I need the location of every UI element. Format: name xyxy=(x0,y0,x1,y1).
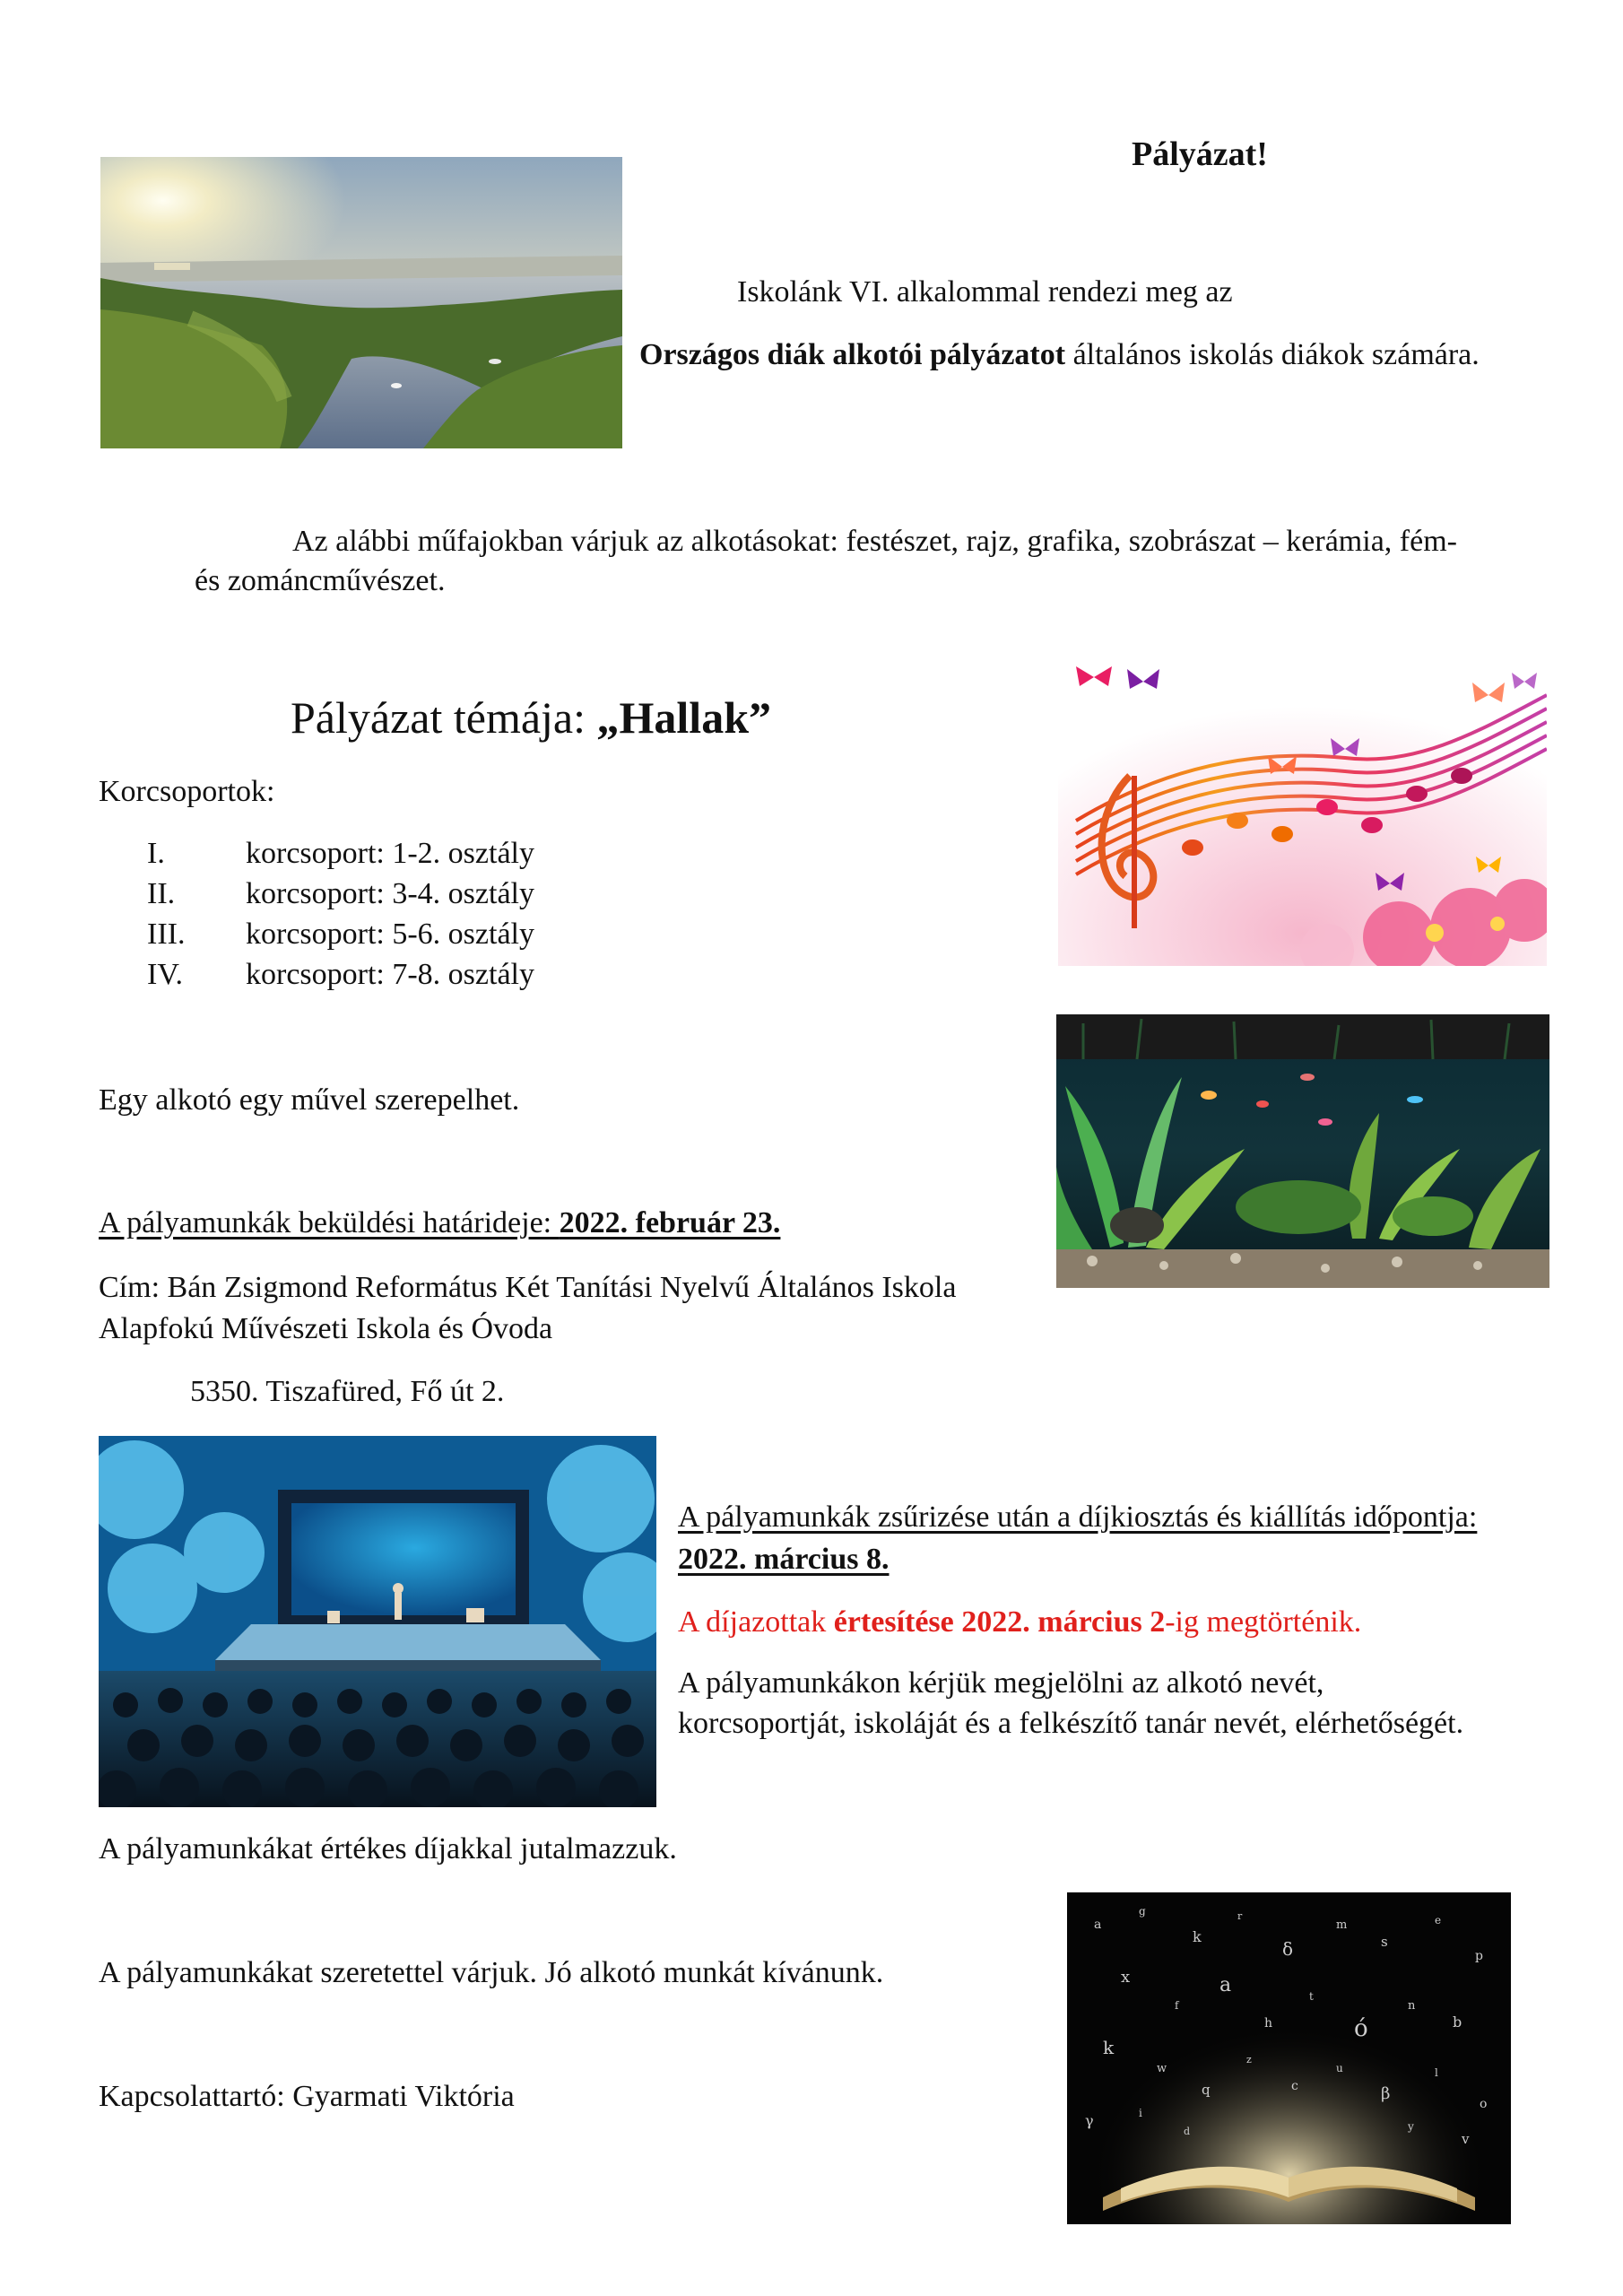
svg-text:q: q xyxy=(1202,2082,1211,2098)
deadline-label: A pályamunkák beküldési határideje: xyxy=(99,1206,560,1239)
svg-text:x: x xyxy=(1121,1968,1131,1987)
competition-name: Országos diák alkotói pályázatot xyxy=(639,338,1066,371)
intro-line-2 xyxy=(639,335,1480,375)
music-butterflies-image xyxy=(1058,641,1547,966)
svg-text:m: m xyxy=(1336,1918,1348,1932)
svg-text:z: z xyxy=(1246,2054,1252,2066)
svg-text:ó: ó xyxy=(1354,2015,1368,2042)
svg-text:o: o xyxy=(1480,2097,1488,2111)
welcome-note: A pályamunkákat szeretettel várjuk. Jó alkotó munkát kívánunk. xyxy=(99,1956,884,1989)
genres-line-1: Az alábbi műfajokban várjuk az alkotásokat: festészet, rajz, grafika, szobrászat – kerámia, fém- xyxy=(292,525,1457,558)
deadline-date: 2022. február 23. xyxy=(559,1206,781,1239)
list-numeral: II. xyxy=(147,877,176,910)
svg-text:p: p xyxy=(1475,1949,1483,1963)
intro-line-1: Iskolánk VI. alkalommal rendezi meg az xyxy=(737,275,1233,309)
svg-text:k: k xyxy=(1103,2037,1115,2058)
age-groups-list xyxy=(147,834,685,996)
svg-text:c: c xyxy=(1291,2079,1298,2093)
svg-text:i: i xyxy=(1139,2107,1142,2119)
notification-part-2: -ig megtörténik. xyxy=(1165,1605,1362,1639)
svg-text:a: a xyxy=(1094,1918,1102,1932)
award-date: 2022. március 8. xyxy=(678,1543,890,1576)
svg-text:v: v xyxy=(1462,2131,1470,2147)
notification-part-1: A díjazottak xyxy=(678,1605,834,1639)
svg-text:y: y xyxy=(1408,2120,1414,2133)
aquarium-photo xyxy=(1056,1014,1549,1288)
svg-text:d: d xyxy=(1184,2126,1191,2137)
svg-text:r: r xyxy=(1237,1910,1243,1922)
svg-text:u: u xyxy=(1336,2062,1343,2074)
address-line-3: 5350. Tiszafüred, Fő út 2. xyxy=(190,1375,505,1408)
notification-date: értesítése 2022. március 2 xyxy=(833,1605,1166,1639)
svg-text:n: n xyxy=(1408,1999,1416,2013)
marking-line-2: korcsoportját, iskoláját és a felkészítő tanár nevét, elérhetőségét. xyxy=(678,1707,1464,1740)
award-label: A pályamunkák zsűrizése után a díjkiosztás és kiállítás időpontja: xyxy=(678,1500,1478,1534)
svg-text:k: k xyxy=(1193,1928,1202,1945)
theme-prefix: Pályázat témája: xyxy=(291,692,597,743)
list-text: korcsoport: 1-2. osztály xyxy=(246,837,534,870)
deadline-line xyxy=(99,1204,780,1243)
svg-text:δ: δ xyxy=(1282,1938,1294,1960)
one-work-note: Egy alkotó egy művel szerepelhet. xyxy=(99,1083,520,1117)
list-numeral: I. xyxy=(147,837,165,870)
lake-sunset-photo xyxy=(100,157,622,448)
marking-line-1: A pályamunkákon kérjük megjelölni az alkotó nevét, xyxy=(678,1666,1324,1700)
theater-photo xyxy=(99,1436,656,1807)
svg-text:s: s xyxy=(1381,1934,1388,1950)
svg-text:w: w xyxy=(1157,2062,1167,2075)
theme-title: „Hallak” xyxy=(596,692,771,743)
address-line-2: Alapfokú Művészeti Iskola és Óvoda xyxy=(99,1312,553,1345)
svg-text:β: β xyxy=(1381,2084,1391,2103)
theme-heading xyxy=(291,691,771,744)
list-text: korcsoport: 7-8. osztály xyxy=(246,958,534,991)
prizes-note: A pályamunkákat értékes díjakkal jutalmazzuk. xyxy=(99,1832,677,1866)
svg-text:b: b xyxy=(1453,2013,1462,2031)
page-title: Pályázat! xyxy=(1132,135,1268,173)
contact-person: Kapcsolattartó: Gyarmati Viktória xyxy=(99,2080,515,2113)
address-line-1: Cím: Bán Zsigmond Református Két Tanítási Nyelvű Általános Iskola xyxy=(99,1271,957,1304)
book-letters-image xyxy=(1067,1892,1511,2224)
svg-text:l: l xyxy=(1435,2066,1438,2079)
svg-text:t: t xyxy=(1309,1990,1314,2003)
list-numeral: IV. xyxy=(147,958,183,991)
list-text: korcsoport: 5-6. osztály xyxy=(246,918,534,951)
genres-line-2: és zománcművészet. xyxy=(195,564,446,597)
svg-text:e: e xyxy=(1435,1914,1442,1926)
svg-text:a: a xyxy=(1219,1974,1232,1996)
intro-line-2-rest: általános iskolás diákok számára. xyxy=(1065,338,1480,371)
list-text: korcsoport: 3-4. osztály xyxy=(246,877,534,910)
svg-text:h: h xyxy=(1264,2016,1273,2031)
svg-text:g: g xyxy=(1139,1905,1146,1918)
svg-text:f: f xyxy=(1175,1999,1179,2012)
notification-line xyxy=(678,1603,1361,1642)
svg-text:γ: γ xyxy=(1085,2112,1094,2129)
list-numeral: III. xyxy=(147,918,186,951)
age-groups-label: Korcsoportok: xyxy=(99,775,275,808)
